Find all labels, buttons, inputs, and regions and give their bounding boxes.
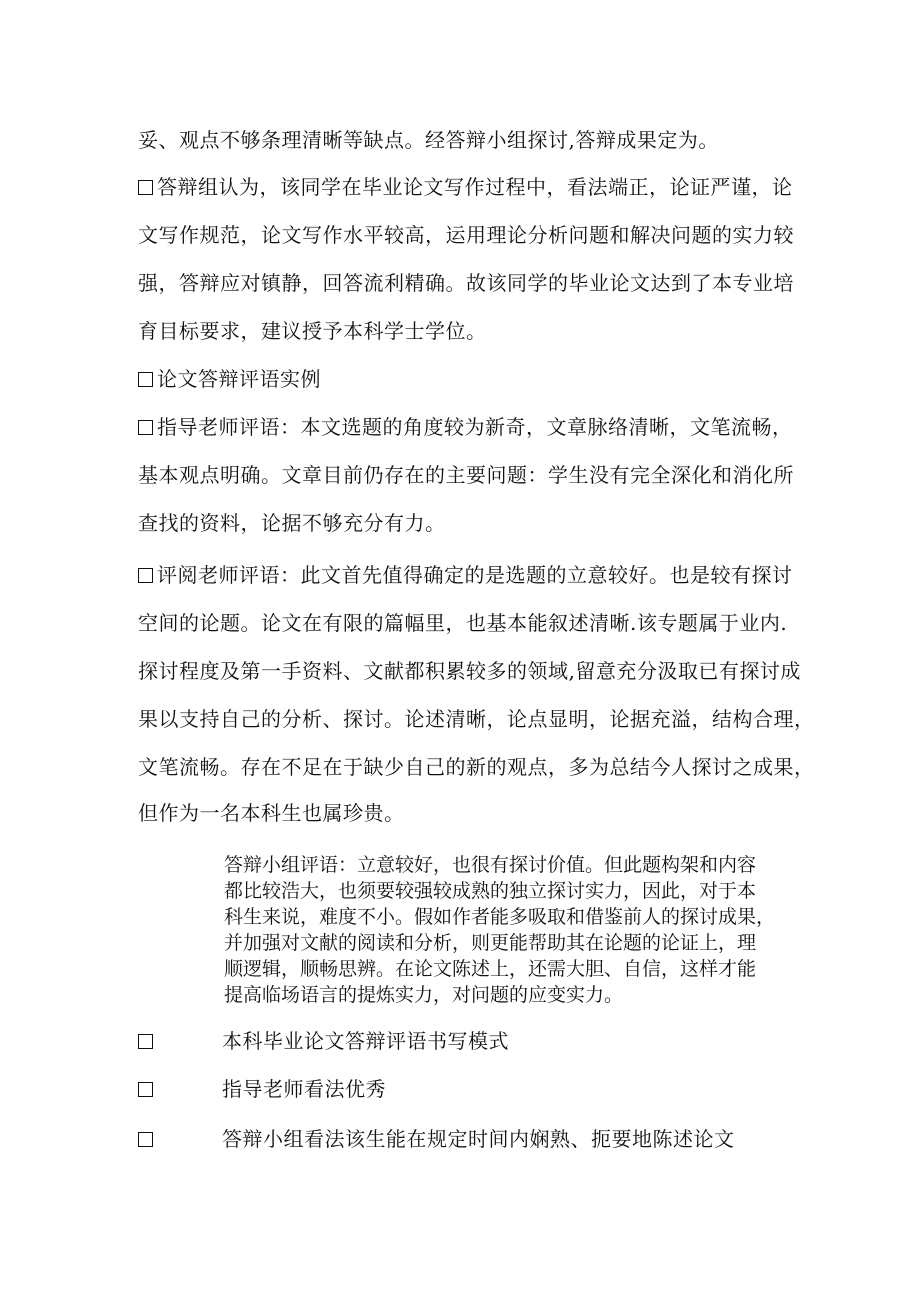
block-line: 并加强对文献的阅读和分析，则更能帮助其在论题的论证上，理 xyxy=(224,932,757,954)
paragraph-line: 查找的资料，论据不够充分有力。 xyxy=(138,511,446,535)
list-item xyxy=(138,1028,509,1054)
paragraph-line xyxy=(138,414,793,440)
list-item xyxy=(138,1076,386,1102)
checkbox-square-icon xyxy=(138,1132,153,1147)
checkbox-square-icon xyxy=(138,1034,153,1049)
checkbox-square-icon xyxy=(138,372,153,387)
paragraph-text: 答辩组认为，该同学在毕业论文写作过程中，看法端正，论证严谨，论 xyxy=(157,175,793,199)
list-item-text: 指导老师看法优秀 xyxy=(222,1077,386,1101)
block-line: 都比较浩大，也须要较强较成熟的独立探讨实力，因此，对于本 xyxy=(224,880,757,902)
checkbox-square-icon xyxy=(138,420,153,435)
checkbox-square-icon xyxy=(138,1082,153,1097)
paragraph-text: 评阅老师评语：此文首先值得确定的是选题的立意较好。也是较有探讨 xyxy=(157,563,793,587)
paragraph-line: 强，答辩应对镇静，回答流利精确。故该同学的毕业论文达到了本专业培 xyxy=(138,271,794,295)
paragraph-line xyxy=(138,562,793,588)
paragraph-line: 基本观点明确。文章目前仍存在的主要问题：学生没有完全深化和消化所 xyxy=(138,463,794,487)
paragraph-line: 文写作规范，论文写作水平较高，运用理论分析问题和解决问题的实力较 xyxy=(138,223,794,247)
paragraph-line: 空间的论题。论文在有限的篇幅里，也基本能叙述清晰.该专题属于业内. xyxy=(138,611,788,635)
paragraph-line: 探讨程度及第一手资料、文献都积累较多的领域,留意充分汲取已有探讨成 xyxy=(138,659,801,683)
block-line: 提高临场语言的提炼实力，对问题的应变实力。 xyxy=(224,984,624,1006)
paragraph-line xyxy=(138,174,793,200)
checkbox-square-icon xyxy=(138,568,153,583)
paragraph-line: 但作为一名本科生也属珍贵。 xyxy=(138,801,405,825)
paragraph-line: 文笔流畅。存在不足在于缺少自己的新的观点，多为总结今人探讨之成果， xyxy=(138,755,815,779)
list-item-text: 本科毕业论文答辩评语书写模式 xyxy=(222,1029,509,1053)
paragraph-line: 果以支持自己的分析、探讨。论述清晰，论点显明，论据充溢，结构合理， xyxy=(138,707,815,731)
paragraph-text: 指导老师评语：本文选题的角度较为新奇，文章脉络清晰，文笔流畅， xyxy=(157,415,793,439)
paragraph-line: 育目标要求，建议授予本科学士学位。 xyxy=(138,319,487,343)
block-line: 科生来说，难度不小。假如作者能多吸取和借鉴前人的探讨成果， xyxy=(224,906,776,928)
paragraph-text: 论文答辩评语实例 xyxy=(157,367,321,391)
list-item xyxy=(138,1126,735,1152)
paragraph-line: 妥、观点不够条理清晰等缺点。经答辩小组探讨,答辩成果定为。 xyxy=(138,128,719,152)
section-heading xyxy=(138,366,321,392)
block-line: 顺逻辑，顺畅思辨。在论文陈述上，还需大胆、自信，这样才能 xyxy=(224,958,757,980)
block-line: 答辩小组评语：立意较好，也很有探讨价值。但此题构架和内容 xyxy=(224,854,757,876)
committee-comment-block xyxy=(224,852,794,1008)
list-item-text: 答辩小组看法该生能在规定时间内娴熟、扼要地陈述论文 xyxy=(222,1127,735,1151)
checkbox-square-icon xyxy=(138,180,153,195)
